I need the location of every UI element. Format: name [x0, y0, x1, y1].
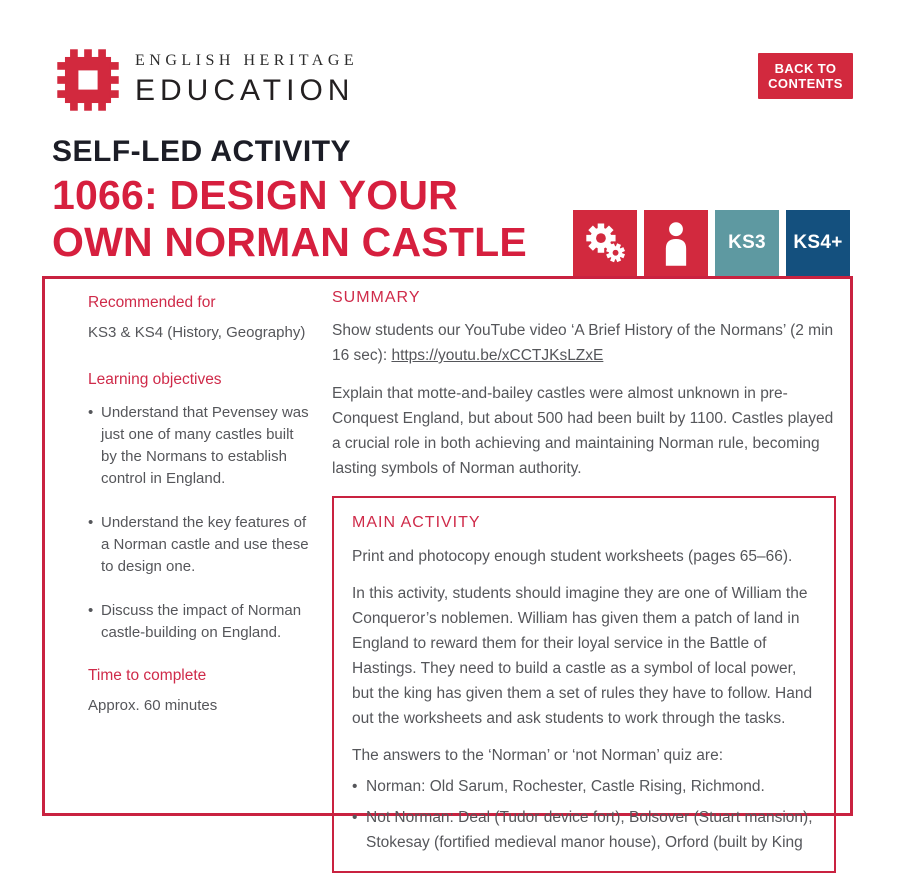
- quiz-answer-item: • Not Norman: Deal (Tudor device fort), Bolsover (Stuart mansion), Stokesay (fortified medieval manor house), Orford (built by King: [352, 805, 816, 855]
- english-heritage-logo: [55, 48, 358, 112]
- main-activity-heading: MAIN ACTIVITY: [352, 514, 481, 531]
- main-content: [332, 288, 836, 873]
- summary-paragraph-1: [332, 318, 836, 368]
- back-button-line1: BACK TO: [774, 61, 837, 76]
- gears-icon: [579, 217, 631, 269]
- activity-type-badge: [573, 210, 637, 276]
- summary-text: Show students our YouTube video ‘A Brief History of the Normans’ (2 min 16 sec):: [332, 322, 834, 364]
- youtube-link[interactable]: https://youtu.be/xCCTJKsLZxE: [391, 347, 604, 364]
- page-title-line2: OWN NORMAN CASTLE: [52, 219, 527, 265]
- summary-heading: SUMMARY: [332, 289, 421, 306]
- learning-objectives-list: [88, 402, 310, 644]
- recommended-for-text: KS3 & KS4 (History, Geography): [88, 324, 306, 341]
- back-button-line2: CONTENTS: [768, 76, 843, 91]
- page-title: [52, 172, 527, 266]
- main-activity-paragraph-2: In this activity, students should imagine they are one of William the Conqueror’s noblemen. William has given them a patch of land in England to reward them for their loyal service in the Battle of Hastings. They need to build a castle as a symbol of local power, but the king has given them a set of rules they have to follow. Hand out the worksheets and ask students to work through the tasks.: [352, 585, 813, 727]
- audience-badge: [644, 210, 708, 276]
- sidebar-info: [88, 293, 310, 743]
- learning-objectives-heading: Learning objectives: [88, 371, 222, 388]
- objective-item: • Discuss the impact of Norman castle-building on England.: [88, 600, 310, 644]
- page-title-line1: 1066: DESIGN YOUR: [52, 172, 458, 218]
- ks4-badge: KS4+: [786, 210, 850, 276]
- back-to-contents-button[interactable]: [758, 53, 853, 99]
- main-activity-paragraph-3: The answers to the ‘Norman’ or ‘not Norman’ quiz are:: [352, 747, 724, 764]
- brand-name: ENGLISH HERITAGE: [135, 52, 359, 69]
- time-to-complete-text: Approx. 60 minutes: [88, 697, 218, 714]
- castle-emblem-icon: [55, 48, 121, 112]
- objective-item: • Understand the key features of a Norman castle and use these to design one.: [88, 512, 310, 578]
- main-activity-panel: [332, 496, 836, 873]
- content-panel: [42, 276, 853, 851]
- main-activity-paragraph-1: Print and photocopy enough student worksheets (pages 65–66).: [352, 548, 793, 565]
- logo-wordmark: [135, 48, 358, 108]
- brand-division: EDUCATION: [135, 74, 355, 107]
- time-to-complete-heading: Time to complete: [88, 667, 207, 684]
- objective-item: • Understand that Pevensey was just one of many castles built by the Normans to establish control in England.: [88, 402, 310, 490]
- person-icon: [650, 215, 702, 271]
- badge-row: [573, 210, 850, 276]
- activity-kicker: SELF-LED ACTIVITY: [52, 135, 352, 168]
- quiz-answer-item: • Norman: Old Sarum, Rochester, Castle Rising, Richmond.: [352, 774, 816, 799]
- quiz-answers-list: [352, 774, 816, 855]
- recommended-for-heading: Recommended for: [88, 294, 216, 311]
- summary-paragraph-2: Explain that motte-and-bailey castles were almost unknown in pre-Conquest England, but about 500 had been built by 1100. Castles played a crucial role in both achieving and maintaining Norman rule, becoming lasting symbols of Norman authority.: [332, 385, 834, 477]
- ks3-badge: KS3: [715, 210, 779, 276]
